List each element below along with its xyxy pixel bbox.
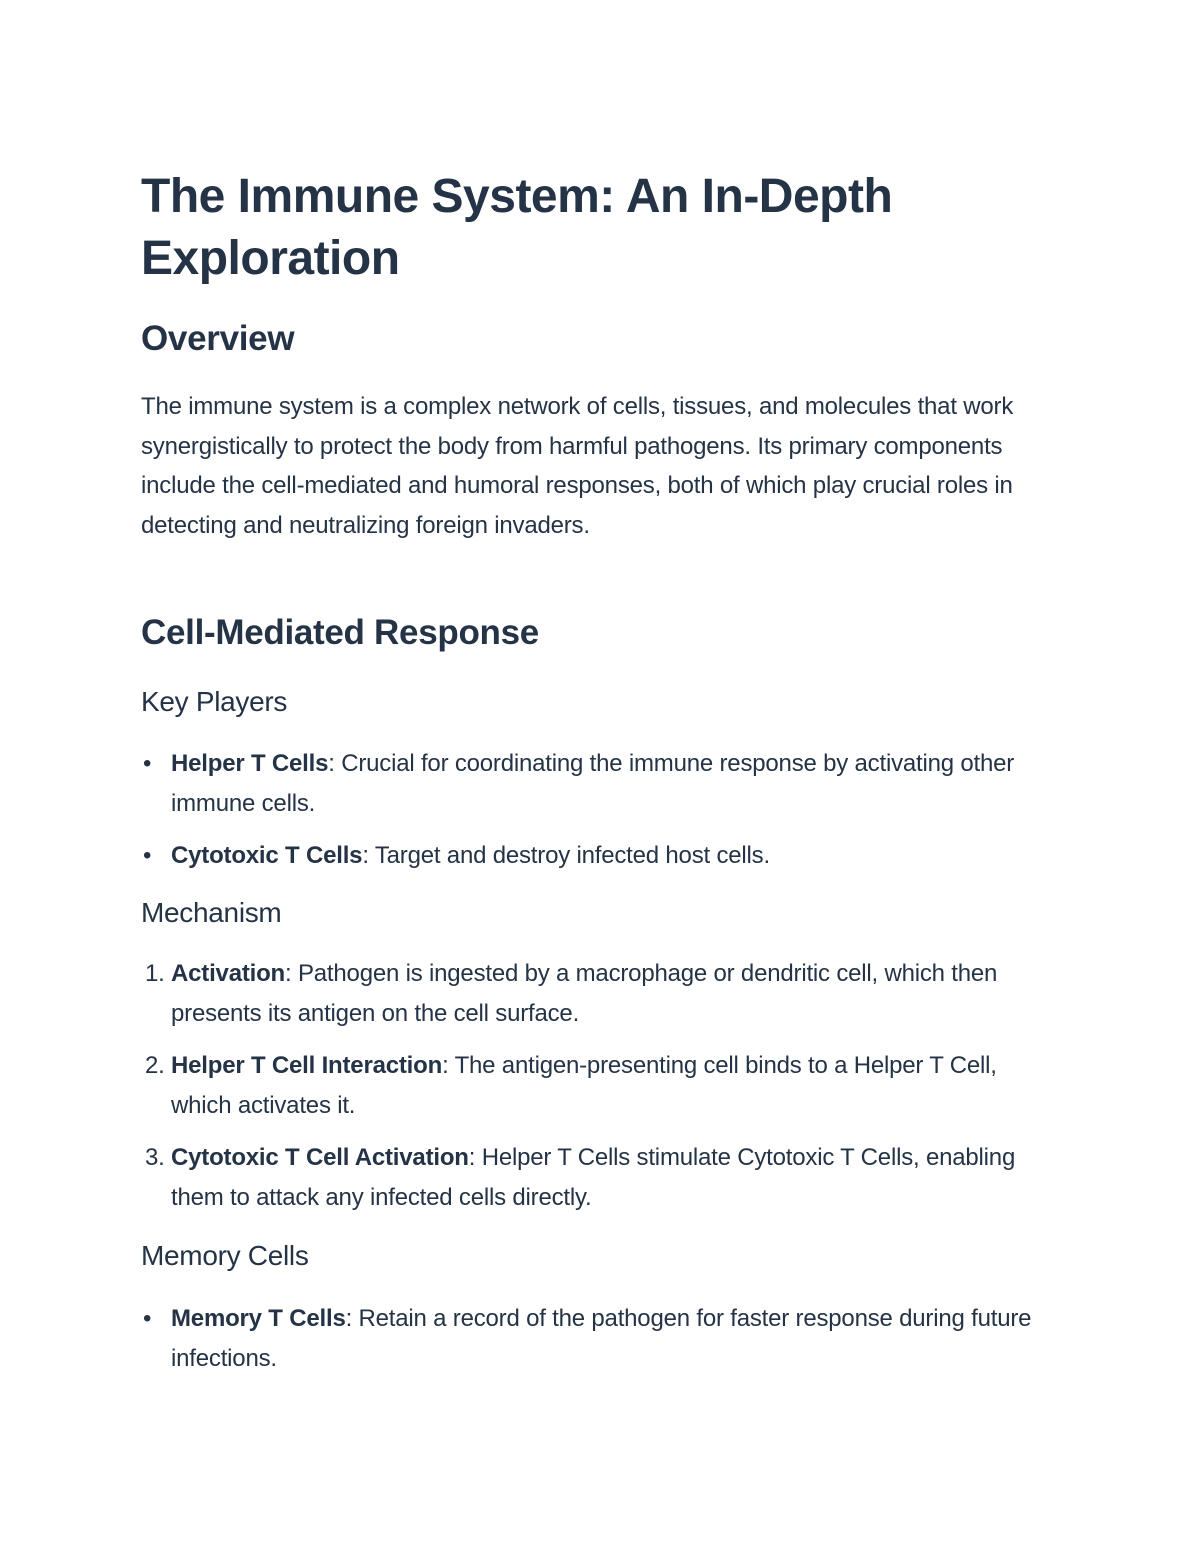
list-item: 1. Activation: Pathogen is ingested by a macrophage or dendritic cell, which then presents its antigen on the cell surface. xyxy=(141,954,1061,1033)
list-item-term: Memory T Cells xyxy=(171,1305,346,1332)
list-number: 3. xyxy=(145,1144,165,1171)
list-item-term: Cytotoxic T Cells xyxy=(171,842,363,869)
overview-paragraph: The immune system is a complex network of cells, tissues, and molecules that work synergistically to protect the body from harmful pathogens. Its primary components include the cell-mediated and humoral responses, both of which play crucial roles in detecting and neutralizing foreign invaders. xyxy=(141,393,1014,539)
cell-mediated-heading: Cell-Mediated Response xyxy=(141,613,539,652)
list-item-term: Cytotoxic T Cell Activation xyxy=(171,1144,469,1171)
mechanism-heading: Mechanism xyxy=(141,897,282,928)
list-item: 2. Helper T Cell Interaction: The antigen-presenting cell binds to a Helper T Cell, which activates it. xyxy=(141,1046,1061,1125)
list-item-term: Helper T Cell Interaction xyxy=(171,1052,443,1079)
list-item-text: The antigen-presenting cell binds to a Helper T Cell, which activates it. xyxy=(171,1052,997,1119)
list-number: 2. xyxy=(145,1052,165,1079)
mechanism-list xyxy=(141,954,1061,1217)
key-players-heading: Key Players xyxy=(141,686,288,717)
list-item-text: Helper T Cells stimulate Cytotoxic T Cells, enabling them to attack any infected cells directly. xyxy=(171,1144,1016,1211)
memory-cells-list xyxy=(141,1299,1061,1378)
list-item: • Helper T Cells: Crucial for coordinating the immune response by activating other immune cells. xyxy=(141,744,1061,823)
list-item: 3. Cytotoxic T Cell Activation: Helper T Cells stimulate Cytotoxic T Cells, enabling them to attack any infected cells directly. xyxy=(141,1138,1061,1217)
key-players-list xyxy=(141,744,1061,876)
document-title: The Immune System: An In-Depth Exploration xyxy=(141,170,893,285)
list-number: 1. xyxy=(145,960,165,987)
bullet-icon: • xyxy=(143,1305,152,1332)
list-item: • Cytotoxic T Cells: Target and destroy infected host cells. xyxy=(141,836,1061,876)
overview-heading: Overview xyxy=(141,319,295,358)
list-item: • Memory T Cells: Retain a record of the pathogen for faster response during future infections. xyxy=(141,1299,1061,1378)
list-item-text: Crucial for coordinating the immune response by activating other immune cells. xyxy=(171,750,1015,817)
list-item-text: Retain a record of the pathogen for faster response during future infections. xyxy=(171,1305,1032,1372)
bullet-icon: • xyxy=(143,750,152,777)
bullet-icon: • xyxy=(143,842,152,869)
memory-cells-heading: Memory Cells xyxy=(141,1240,309,1271)
list-item-text: Pathogen is ingested by a macrophage or dendritic cell, which then presents its antigen on the cell surface. xyxy=(171,960,998,1027)
list-item-term: Helper T Cells xyxy=(171,750,329,777)
list-item-text: Target and destroy infected host cells. xyxy=(374,842,770,869)
list-item-term: Activation xyxy=(171,960,286,987)
